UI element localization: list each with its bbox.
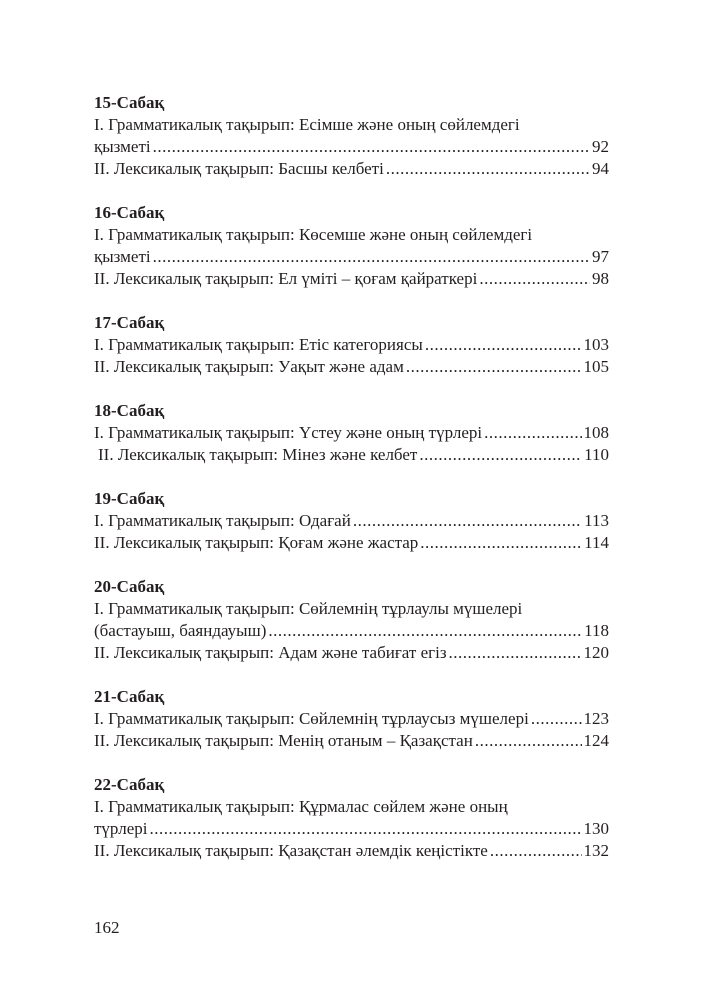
toc-entry [94,620,609,642]
dot-leader [475,730,582,752]
toc-entry [94,422,609,444]
dot-leader [490,840,582,862]
dot-leader [420,532,582,554]
toc-entry-text: І. Грамматикалық тақырып: Одағай [94,511,351,530]
toc-entry-page: 103 [583,335,609,354]
toc-entry [94,532,609,554]
dot-leader [386,158,590,180]
toc-section [94,312,609,378]
section-title: 17-Сабақ [94,313,165,332]
dot-leader [353,510,582,532]
toc-entry-text: ІІ. Лексикалық тақырып: Адам және табиғат егіз [94,643,447,662]
toc-entry-page: 132 [583,841,609,860]
section-title: 21-Сабақ [94,687,165,706]
toc-entry-page: 120 [583,643,609,662]
toc-entry-page: 118 [584,621,609,640]
section-title: 19-Сабақ [94,489,165,508]
toc-entry-text: (бастауыш, баяндауыш) [94,621,267,640]
toc-entry [94,334,609,356]
toc-entry-page: 123 [583,709,609,728]
dot-leader [425,334,582,356]
dot-leader [484,422,581,444]
dot-leader [419,444,582,466]
toc-entry [94,708,609,730]
toc-entry-line: І. Грамматикалық тақырып: Көсемше және оның сөйлемдегі [94,225,533,244]
toc-entry-line: І. Грамматикалық тақырып: Сөйлемнің тұрлаулы мүшелері [94,599,523,618]
toc-entry-text: ІІ. Лексикалық тақырып: Қоғам және жастар [94,533,419,552]
toc-section [94,92,609,180]
dot-leader [531,708,582,730]
section-title: 16-Сабақ [94,203,165,222]
toc-entry-page: 110 [584,445,609,464]
toc-entry-page: 94 [592,159,609,178]
toc-entry [94,356,609,378]
section-title: 22-Сабақ [94,775,165,794]
toc-section [94,686,609,752]
toc-entry [94,136,609,158]
toc-section [94,774,609,862]
toc-entry [94,268,609,290]
section-title: 15-Сабақ [94,93,165,112]
toc-entry-page: 130 [583,819,609,838]
toc-section [94,202,609,290]
toc-entry-text: ІІ. Лексикалық тақырып: Менің отаным – Қазақстан [94,731,473,750]
dot-leader [479,268,590,290]
toc-entry-page: 92 [592,137,609,156]
dot-leader [153,136,590,158]
toc-entry-text: қызметі [94,247,151,266]
table-of-contents [94,92,609,884]
toc-entry [94,444,609,466]
toc-entry-text: ІІ. Лексикалық тақырып: Уақыт және адам [94,357,404,376]
dot-leader [149,818,581,840]
toc-entry [94,642,609,664]
toc-entry-line: І. Грамматикалық тақырып: Есімше және оның сөйлемдегі [94,115,520,134]
toc-entry-text: ІІ. Лексикалық тақырып: Ел үміті – қоғам қайраткері [94,269,478,288]
page-number: 162 [94,918,120,937]
toc-entry-page: 105 [583,357,609,376]
section-title: 18-Сабақ [94,401,165,420]
toc-entry-page: 97 [592,247,609,266]
dot-leader [406,356,582,378]
toc-entry-page: 98 [592,269,609,288]
toc-entry [94,730,609,752]
toc-entry [94,840,609,862]
toc-entry-text: ІІ. Лексикалық тақырып: Мінез және келбет [98,445,418,464]
toc-entry-text: І. Грамматикалық тақырып: Сөйлемнің тұрлаусыз мүшелері [94,709,529,728]
dot-leader [268,620,582,642]
dot-leader [449,642,582,664]
toc-entry-text: ІІ. Лексикалық тақырып: Басшы келбеті [94,159,384,178]
toc-entry-text: І. Грамматикалық тақырып: Үстеу және оның түрлері [94,423,483,442]
toc-entry [94,510,609,532]
toc-entry-text: І. Грамматикалық тақырып: Етіс категориясы [94,335,423,354]
toc-entry-page: 114 [584,533,609,552]
toc-entry-page: 124 [583,731,609,750]
toc-entry [94,246,609,268]
toc-entry-text: ІІ. Лексикалық тақырып: Қазақстан әлемдік кеңістікте [94,841,488,860]
toc-entry-page: 108 [583,423,609,442]
dot-leader [153,246,590,268]
toc-entry [94,818,609,840]
toc-section [94,400,609,466]
toc-section [94,576,609,664]
toc-entry-text: қызметі [94,137,151,156]
toc-entry [94,158,609,180]
toc-entry-page: 113 [584,511,609,530]
toc-entry-text: түрлері [94,819,148,838]
section-title: 20-Сабақ [94,577,165,596]
toc-entry-line: І. Грамматикалық тақырып: Құрмалас сөйлем және оның [94,797,508,816]
toc-section [94,488,609,554]
